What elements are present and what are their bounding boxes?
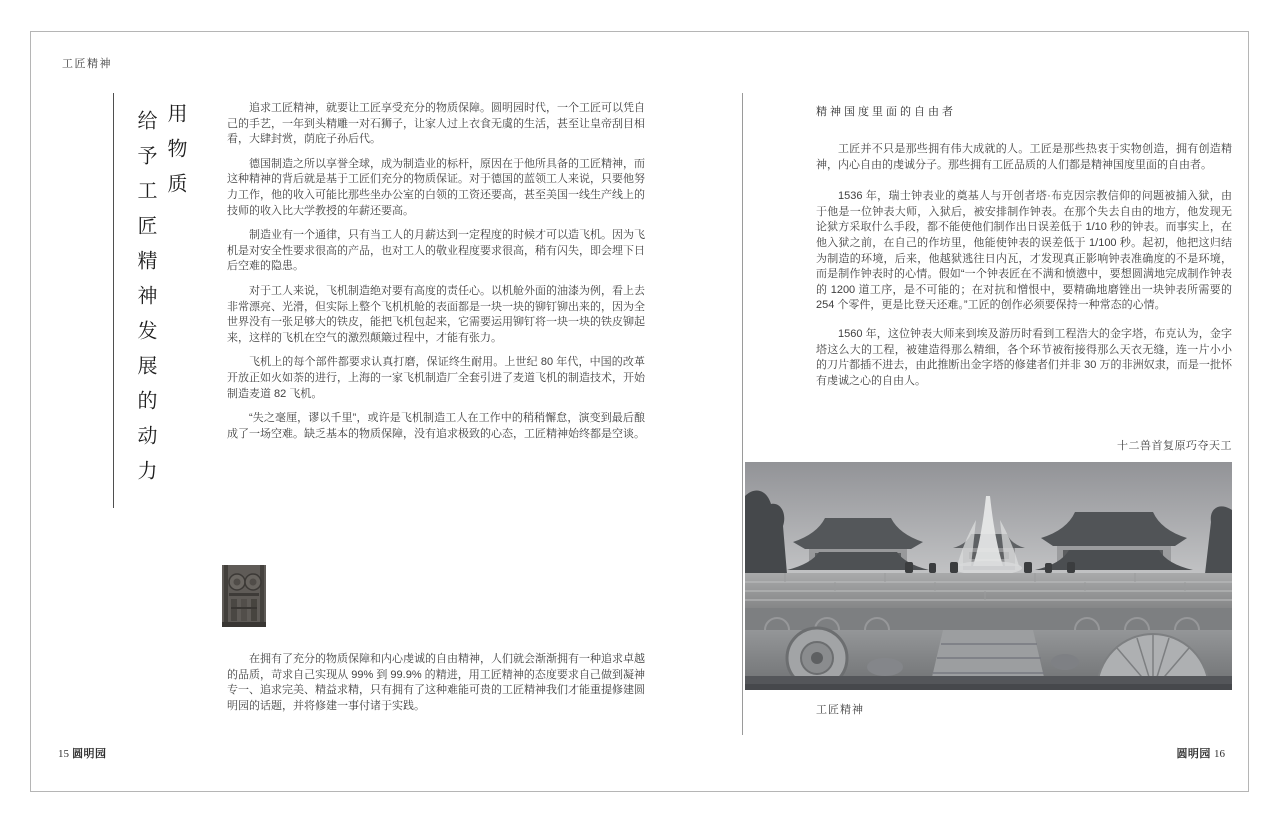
footer-right (1100, 745, 1225, 761)
paragraph: 对于工人来说，飞机制造绝对要有高度的责任心。以机舱外面的油漆为例，看上去非常漂亮、光滑，但实际上整个飞机机舱的表面都是一块一块的铆钉铆出来的，因为全世界没有一张足够大的铁皮，能把飞机包起来，它需要运用铆钉将一块一块的铁皮铆起来，这样的飞机在空气的激烈颠簸过程中，才能有张力。 (227, 284, 645, 344)
footer-left (58, 745, 107, 761)
right-text-column (816, 142, 1232, 398)
left-text-column (227, 101, 645, 451)
paragraph: 制造业有一个通律，只有当工人的月薪达到一定程度的时候才可以造飞机。因为飞机是对安全性要求很高的产品，也对工人的敬业程度要求很高，稍有闪失，即会埋下日后空难的隐患。 (227, 229, 645, 273)
paragraph: 飞机上的每个部件都要求认真打磨，保证终生耐用。上世纪 80 年代，中国的改革开放正如火如荼的进行，上海的一家飞机制造厂全套引进了麦道飞机的制造技术，开始制造麦道 82 飞机。 (227, 356, 645, 400)
paragraph: 1560 年，这位钟表大师来到埃及游历时看到工程浩大的金字塔，布克认为，金字塔这么大的工程，被建造得那么精细，各个环节被衔接得那么天衣无缝，连一片小小的刀片都插不进去，由此推断出金字塔的修建者们并非 30 万的非洲奴隶，而是一批怀有虔诚之心的自由人。 (816, 327, 1232, 387)
paragraph: 在拥有了充分的物质保障和内心虔诚的自由精神，人们就会渐渐拥有一种追求卓越的品质，苛求自己实现从 99% 到 99.9% 的精进，用工匠精神的态度要求自己做到凝神专一、追求完美、精益求精，只有拥有了这种难能可贵的工匠精神我们才能重提修建圆明园的话题，并将修建一事付诸于实践。 (227, 653, 645, 712)
book-title-right: 圆明园 (1176, 748, 1211, 760)
vertical-title-main: 给予工匠精神发展的动力 (134, 110, 156, 495)
section-heading: 精神国度里面的自由者 (816, 106, 956, 118)
right-page-vertical-rule (742, 93, 743, 735)
paragraph: 追求工匠精神，就要让工匠享受充分的物质保障。圆明园时代，一个工匠可以凭自己的手艺，一年到头精雕一对石狮子，让家人过上衣食无虞的生活，甚至让皇帝刮目相看，大肆封赏，荫庇子孙后代。 (227, 102, 645, 146)
photo-caption: 十二兽首复原巧夺天工 (1117, 440, 1232, 452)
paragraph: “失之毫厘，谬以千里”，或许是飞机制造工人在工作中的稍稍懈怠，演变到最后酿成了一场空难。缺乏基本的物质保障，没有追求极致的心态，工匠精神始终都是空谈。 (227, 412, 645, 440)
left-page-vertical-rule (113, 93, 114, 508)
vertical-title-lead: 用物质 (164, 103, 186, 208)
paragraph: 1536 年，瑞士钟表业的奠基人与开创者塔·布克因宗教信仰的问题被捕入狱，由于他是一位钟表大师，入狱后，被安排制作钟表。在那个失去自由的地方，他发现无论狱方采取什么手段，都不能使他们制作出日误差低于 1/10 秒的钟表。而事实上，在他入狱之前，在自己的作坊里，他能使钟表的误差低于 1/100 秒。起初，他把这归结为制造的环境，后来，他越狱逃往日内瓦，才发现真正影响钟表准确度的不是环境，而是制作钟表时的心情。假如“一个钟表匠在不满和愤懑中，要想圆满地完成制作钟表的 1200 道工序，是不可能的；在对抗和憎恨中，要精确地磨锉出一块钟表所需要的 254 个零件，更是比登天还难。”工匠的创作必须要保持一种常态的心情。 (816, 190, 1232, 312)
stone-relief-thumbnail-image (222, 565, 266, 627)
page-number-left: 15 (58, 748, 69, 760)
haiyantang-photo (745, 462, 1232, 690)
paragraph: 工匠并不只是那些拥有伟大成就的人。工匠是那些热衷于实物创造，拥有创造精神，内心自由的虔诚分子。那些拥有工匠品质的人们都是精神国度里面的自由者。 (816, 143, 1232, 171)
stone-relief-graphic (222, 565, 266, 627)
running-header: 工匠精神 (62, 58, 112, 70)
photo-label: 工匠精神 (816, 704, 864, 716)
paragraph: 德国制造之所以享誉全球，成为制造业的标杆，原因在于他所具备的工匠精神，而这种精神的背后就是基于工匠们充分的物质保证。对于德国的蓝领工人来说，只要他努力工作，他的收入可能比那些坐办公室的白领的工资还要高，甚至美国一线生产线上的技师的收入比大学教授的年薪还要高。 (227, 157, 645, 217)
palace-fountain-graphic (745, 462, 1232, 690)
page-number-right: 16 (1214, 748, 1225, 760)
left-closing-paragraph (227, 652, 645, 723)
book-title-left: 圆明园 (72, 748, 107, 760)
